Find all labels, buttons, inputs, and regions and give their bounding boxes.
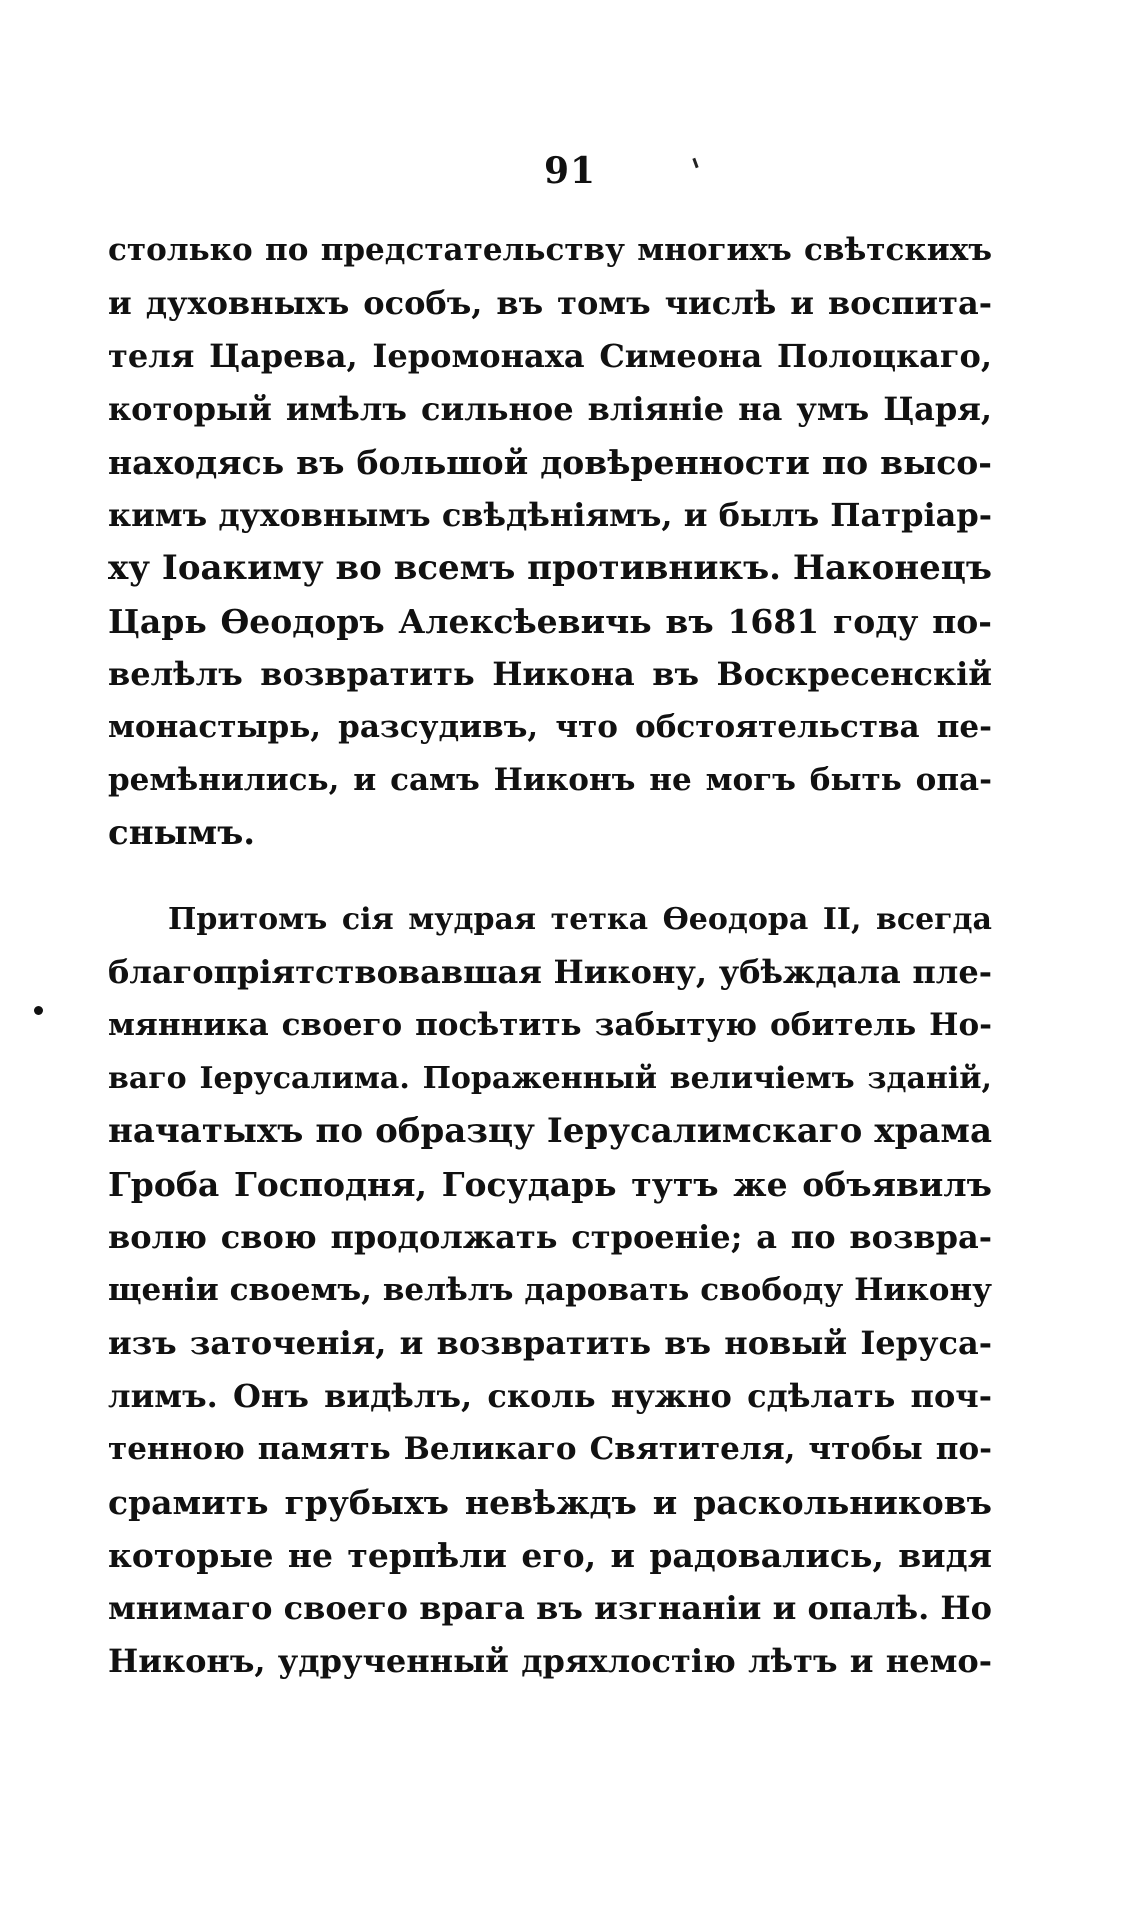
text-line: который имѣлъ сильное вліяніе на умъ Царя, [108,390,992,428]
text-line: Царь Ѳеодоръ Алексѣевичь въ 1681 году по- [108,602,992,641]
text-line: начатыхъ по образцу Іерусалимскаго храма [108,1111,992,1151]
text-line: Гроба Господня, Государь тутъ же объявилъ [108,1165,992,1204]
text-line: мянника своего посѣтить забытую обитель Но- [108,1007,992,1043]
text-line: Никонъ, удрученный дряхлостію лѣтъ и немо- [108,1642,992,1680]
text-line: срамить грубыхъ невѣждъ и раскольниковъ [108,1483,992,1522]
print-mark [692,158,698,168]
text-line: изъ заточенія, и возвратить въ новый Іеруса- [108,1324,992,1362]
text-line: монастырь, разсудивъ, что обстоятельства пе- [108,709,992,745]
paragraph-gap [108,860,992,893]
text-line: столько по предстательству многихъ свѣтскихъ [108,232,992,268]
paragraph [108,224,992,860]
text-line: Притомъ сія мудрая тетка Ѳеодора II, всегда [168,902,992,937]
text-line: мнимаго своего врага въ изгнаніи и опалѣ. Но [108,1589,992,1627]
text-line: и духовныхъ особъ, въ томъ числѣ и воспита- [108,284,992,322]
text-line: щеніи своемъ, велѣлъ даровать свободу Никону [108,1272,992,1308]
paragraph [108,893,992,1688]
text-line: велѣлъ возвратить Никона въ Воскресенскій [108,655,992,693]
text-line: снымъ. [108,813,256,853]
text-line: которые не терпѣли его, и радовались, видя [108,1536,992,1575]
text-line: ваго Іерусалима. Пораженный величіемъ зданій, [108,1061,992,1096]
body-text [108,224,992,1688]
ink-speck [34,1006,43,1015]
text-line: кимъ духовнымъ свѣдѣніямъ, и былъ Патріар- [108,496,992,534]
text-line: лимъ. Онъ видѣлъ, сколь нужно сдѣлать поч- [108,1377,992,1415]
text-line: благопріятствовавшая Никону, убѣждала пле- [108,953,992,991]
page-number: 91 [543,150,597,192]
text-line: волю свою продолжать строеніе; а по возвра- [108,1218,992,1256]
text-line: теля Царева, Іеромонаха Симеона Полоцкаго, [108,337,992,375]
text-line: находясь въ большой довѣренности по высо- [108,443,992,482]
text-line: ремѣнились, и самъ Никонъ не могъ быть опа- [108,762,992,798]
text-line: тенною память Великаго Святителя, чтобы по- [108,1431,992,1467]
text-line: ху Іоакиму во всемъ противникъ. Наконецъ [108,548,992,588]
